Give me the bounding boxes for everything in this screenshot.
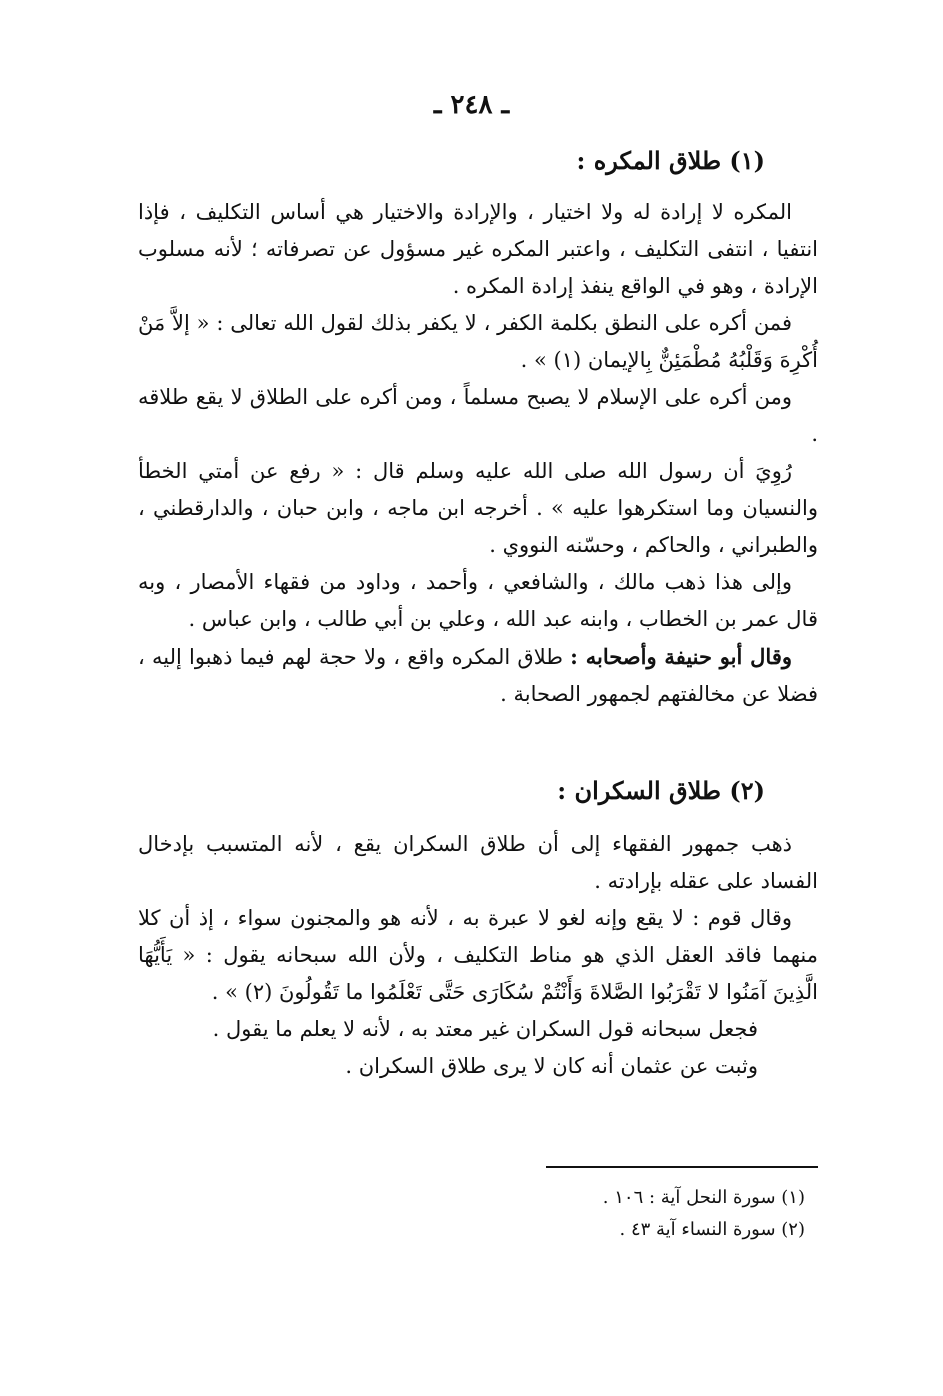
section-body-coerced-divorce <box>138 194 818 713</box>
paragraph-abu-hanifa <box>138 638 818 713</box>
footnote-2: (٢) سورة النساء آية ٤٣ . <box>619 1219 805 1240</box>
section-heading-drunk-divorce: (٢) طلاق السكران : <box>557 776 765 805</box>
section-heading-coerced-divorce: (١) طلاق المكره : <box>576 146 765 175</box>
paragraph: وقال قوم : لا يقع وإنه لغو لا عبرة به ، لأنه هو والمجنون سواء ، إذ أن كلا منهما فاقد العقل الذي هو مناط التكليف ، ولأن الله سبحانه يقول : « يَأَيُّهَا الَّذِينَ آمَنُوا لا تَقْرَبُوا الصَّلاةَ وَأَنْتُمْ سُكَارَى حَتَّى تَعْلَمُوا ما تَقُولُونَ (٢) » . <box>138 906 818 1004</box>
footnotes <box>603 1182 805 1246</box>
paragraph: ذهب جمهور الفقهاء إلى أن طلاق السكران يقع ، لأنه المتسبب بإدخال الفساد على عقله بإرادته . <box>138 832 818 893</box>
footnote-divider <box>546 1166 818 1168</box>
paragraph: فمن أكره على النطق بكلمة الكفر ، لا يكفر بذلك لقول الله تعالى : « إلاَّ مَنْ أُكْرِهَ وَقَلْبُهُ مُطْمَئِنٌّ بِالإيمان (١) » . <box>138 311 818 372</box>
footnote-1: (١) سورة النحل آية : ١٠٦ . <box>602 1187 805 1208</box>
page-number: ـ ٢٤٨ ـ <box>433 90 510 120</box>
paragraph: رُوِيَ أن رسول الله صلى الله عليه وسلم قال : « رفع عن أمتي الخطأ والنسيان وما استكرهوا عليه » . أخرجه ابن ماجه ، وابن حبان ، والدارقطني ، والطبراني ، والحاكم ، وحسّنه النووي . <box>138 459 818 557</box>
paragraph: وإلى هذا ذهب مالك ، والشافعي ، وأحمد ، وداود من فقهاء الأمصار ، وبه قال عمر بن الخطاب ، وابنه عبد الله ، وعلي بن أبي طالب ، وابن عباس . <box>138 570 818 631</box>
paragraph: وثبت عن عثمان أنه كان لا يرى طلاق السكران . <box>345 1054 758 1078</box>
paragraph-text: طلاق المكره واقع ، ولا حجة لهم فيما ذهبوا إليه ، فضلا عن مخالفتهم لجمهور الصحابة . <box>138 645 818 706</box>
paragraph: فجعل سبحانه قول السكران غير معتد به ، لأنه لا يعلم ما يقول . <box>212 1017 758 1041</box>
bold-lead-text: وقال أبو حنيفة وأصحابه : <box>570 644 792 669</box>
section-body-drunk-divorce <box>138 826 818 1085</box>
paragraph: ومن أكره على الإسلام لا يصبح مسلماً ، ومن أكره على الطلاق لا يقع طلاقه . <box>138 385 818 446</box>
paragraph: المكره لا إرادة له ولا اختيار ، والإرادة والاختيار هي أساس التكليف ، فإذا انتفيا ، انتفى التكليف ، واعتبر المكره غير مسؤول عن تصرفاته ؛ لأنه مسلوب الإرادة ، وهو في الواقع ينفذ إرادة المكره . <box>138 200 818 298</box>
